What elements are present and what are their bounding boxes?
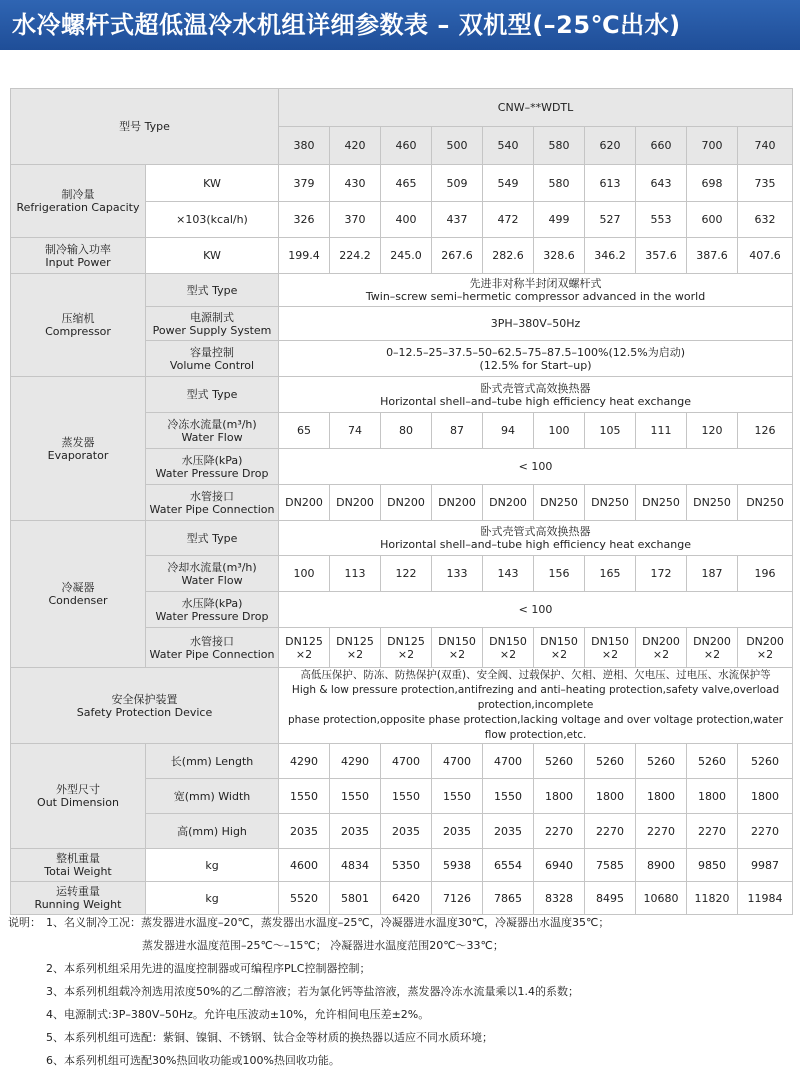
evaporator-pipe-cell: DN250 xyxy=(534,485,585,521)
condenser-pipe-count: ×2 xyxy=(397,647,415,661)
capacity-kw-cell: 613 xyxy=(585,165,636,202)
safety-row xyxy=(11,668,793,744)
evaporator-pipe-cn: 水管接口 xyxy=(190,489,234,503)
condenser-pipe-cell xyxy=(279,628,330,668)
capacity-label-en: Refrigeration Capacity xyxy=(16,201,140,214)
condenser-drop-en: Water Pressure Drop xyxy=(155,609,269,623)
condenser-flow-cell: 122 xyxy=(381,556,432,592)
evaporator-pipe-cell: DN250 xyxy=(738,485,793,521)
width-cell: 1800 xyxy=(636,779,687,814)
running-weight-cell: 11984 xyxy=(738,882,793,915)
capacity-kcal-cell: 632 xyxy=(738,202,793,238)
capacity-kw-cell: 379 xyxy=(279,165,330,202)
capacity-kcal-cell: 437 xyxy=(432,202,483,238)
note-1b: 蒸发器进水温度范围–25℃～–15℃； 冷凝器进水温度范围20℃～33℃； xyxy=(142,939,504,952)
evaporator-flow-cn: 冷冻水流量(m³/h) xyxy=(167,417,257,431)
evaporator-pipe-cell: DN200 xyxy=(330,485,381,521)
condenser-pipe-cell xyxy=(381,628,432,668)
condenser-pipe-cell xyxy=(483,628,534,668)
height-cell: 2035 xyxy=(381,814,432,849)
length-label: 长(mm) Length xyxy=(146,744,279,779)
condenser-pipe-cell xyxy=(432,628,483,668)
condenser-type-en: Horizontal shell–and–tube high efficiency heat exchange xyxy=(380,538,691,551)
running-weight-cell: 7126 xyxy=(432,882,483,915)
condenser-flow-cell: 187 xyxy=(687,556,738,592)
notes-prefix: 说明： xyxy=(8,916,41,929)
width-cell: 1800 xyxy=(687,779,738,814)
condenser-flow-cell: 165 xyxy=(585,556,636,592)
evaporator-type-en: Horizontal shell–and–tube high efficiency heat exchange xyxy=(380,394,691,408)
series-header: CNW–**WDTL xyxy=(279,89,793,127)
evaporator-pipe-label xyxy=(146,485,279,521)
input-power-cell: 224.2 xyxy=(330,238,381,274)
width-cell: 1550 xyxy=(381,779,432,814)
compressor-type-label: 型式 Type xyxy=(146,274,279,307)
input-power-cell: 245.0 xyxy=(381,238,432,274)
condenser-drop-cn: 水压降(kPa) xyxy=(181,596,243,610)
condenser-flow-cn: 冷却水流量(m³/h) xyxy=(167,560,257,574)
compressor-type-value xyxy=(279,274,793,307)
total-weight-cell: 4834 xyxy=(330,849,381,882)
capacity-kw-unit: KW xyxy=(146,165,279,202)
condenser-pipe-size: DN125 xyxy=(336,634,374,648)
evaporator-flow-cell: 100 xyxy=(534,413,585,449)
evaporator-pipe-cell: DN250 xyxy=(636,485,687,521)
input-power-cell: 387.6 xyxy=(687,238,738,274)
condenser-drop-value: < 100 xyxy=(279,592,793,628)
capacity-kcal-cell: 370 xyxy=(330,202,381,238)
input-power-cn: 制冷输入功率 xyxy=(45,242,111,256)
condenser-flow-en: Water Flow xyxy=(181,573,243,587)
running-weight-cell: 7865 xyxy=(483,882,534,915)
volume-control-line1: 0–12.5–25–37.5–50–62.5–75–87.5–100%(12.5%为启动) xyxy=(386,345,685,359)
width-cell: 1550 xyxy=(279,779,330,814)
capacity-kw-cell: 509 xyxy=(432,165,483,202)
evaporator-drop-value: < 100 xyxy=(279,449,793,485)
running-weight-cell: 8328 xyxy=(534,882,585,915)
condenser-cn: 冷凝器 xyxy=(61,581,95,594)
condenser-label xyxy=(11,521,146,668)
note-4: 4、电源制式:3P–380V–50Hz。允许电压波动±10%，允许相间电压差±2%。 xyxy=(46,1008,430,1021)
condenser-flow-cell: 133 xyxy=(432,556,483,592)
evaporator-type-label: 型式 Type xyxy=(146,377,279,413)
total-weight-cell: 4600 xyxy=(279,849,330,882)
total-weight-cell: 6940 xyxy=(534,849,585,882)
width-cell: 1550 xyxy=(483,779,534,814)
width-cell: 1550 xyxy=(432,779,483,814)
type-header: 型号 Type xyxy=(11,89,279,165)
condenser-flow-cell: 100 xyxy=(279,556,330,592)
condenser-type-cn: 卧式壳管式高效换热器 xyxy=(480,525,591,538)
evaporator-drop-label xyxy=(146,449,279,485)
input-power-unit: KW xyxy=(146,238,279,274)
condenser-pipe-cell xyxy=(585,628,636,668)
volume-control-label xyxy=(146,341,279,377)
total-weight-row xyxy=(11,849,793,882)
input-power-cell: 267.6 xyxy=(432,238,483,274)
length-cell: 4700 xyxy=(483,744,534,779)
note-3: 3、本系列机组载冷剂选用浓度50%的乙二醇溶液；若为氯化钙等盐溶液，蒸发器冷冻水流量乘以1.4的系数； xyxy=(46,985,579,998)
evaporator-flow-cell: 65 xyxy=(279,413,330,449)
model-cell: 660 xyxy=(636,127,687,165)
safety-line3: phase protection,opposite phase protection,lacking voltage and over voltage protection,water flow protection,etc. xyxy=(287,714,784,741)
capacity-label-cn: 制冷量 xyxy=(61,188,95,201)
condenser-type-row xyxy=(11,521,793,556)
capacity-kcal-cell: 600 xyxy=(687,202,738,238)
evaporator-type-row xyxy=(11,377,793,413)
capacity-kcal-unit: ×103(kcal/h) xyxy=(146,202,279,238)
model-cell: 380 xyxy=(279,127,330,165)
volume-control-cn: 容量控制 xyxy=(190,345,234,359)
input-power-cell: 346.2 xyxy=(585,238,636,274)
safety-label xyxy=(11,668,279,744)
length-cell: 5260 xyxy=(687,744,738,779)
length-cell: 4290 xyxy=(330,744,381,779)
evaporator-flow-label xyxy=(146,413,279,449)
height-cell: 2035 xyxy=(432,814,483,849)
evaporator-drop-en: Water Pressure Drop xyxy=(155,466,269,480)
evaporator-flow-en: Water Flow xyxy=(181,430,243,444)
length-cell: 4290 xyxy=(279,744,330,779)
evaporator-drop-cn: 水压降(kPa) xyxy=(181,453,243,467)
compressor-type-cn: 先进非对称半封闭双螺杆式 xyxy=(469,277,602,290)
capacity-kw-cell: 430 xyxy=(330,165,381,202)
condenser-pipe-count: ×2 xyxy=(652,647,670,661)
height-cell: 2035 xyxy=(279,814,330,849)
model-cell: 740 xyxy=(738,127,793,165)
condenser-pipe-label xyxy=(146,628,279,668)
condenser-flow-cell: 196 xyxy=(738,556,793,592)
model-cell: 620 xyxy=(585,127,636,165)
running-weight-cell: 10680 xyxy=(636,882,687,915)
capacity-kcal-cell: 400 xyxy=(381,202,432,238)
height-label: 高(mm) High xyxy=(146,814,279,849)
height-cell: 2270 xyxy=(738,814,793,849)
condenser-pipe-count: ×2 xyxy=(499,647,517,661)
running-weight-unit: kg xyxy=(146,882,279,915)
length-cell: 5260 xyxy=(636,744,687,779)
input-power-cell: 199.4 xyxy=(279,238,330,274)
total-weight-cell: 7585 xyxy=(585,849,636,882)
capacity-kcal-cell: 326 xyxy=(279,202,330,238)
total-weight-cell: 5938 xyxy=(432,849,483,882)
running-weight-cell: 8495 xyxy=(585,882,636,915)
total-weight-cell: 6554 xyxy=(483,849,534,882)
total-weight-en: Totai Weight xyxy=(44,865,112,878)
condenser-pipe-size: DN200 xyxy=(746,634,784,648)
condenser-pipe-cn: 水管接口 xyxy=(190,634,234,648)
condenser-flow-cell: 156 xyxy=(534,556,585,592)
height-cell: 2035 xyxy=(330,814,381,849)
condenser-pipe-size: DN125 xyxy=(285,634,323,648)
capacity-label xyxy=(11,165,146,238)
length-cell: 5260 xyxy=(534,744,585,779)
condenser-type-value xyxy=(279,521,793,556)
volume-control-line2: (12.5% for Start–up) xyxy=(479,358,592,372)
condenser-pipe-size: DN125 xyxy=(387,634,425,648)
evaporator-flow-cell: 80 xyxy=(381,413,432,449)
model-cell: 540 xyxy=(483,127,534,165)
evaporator-flow-cell: 87 xyxy=(432,413,483,449)
volume-control-en: Volume Control xyxy=(169,358,255,372)
safety-en: Safety Protection Device xyxy=(76,705,213,719)
input-power-row xyxy=(11,238,793,274)
capacity-kw-cell: 643 xyxy=(636,165,687,202)
input-power-cell: 407.6 xyxy=(738,238,793,274)
evaporator-pipe-cell: DN200 xyxy=(279,485,330,521)
evaporator-en: Evaporator xyxy=(47,448,109,462)
running-weight-cell: 5801 xyxy=(330,882,381,915)
model-cell: 700 xyxy=(687,127,738,165)
length-row xyxy=(11,744,793,779)
condenser-drop-label xyxy=(146,592,279,628)
condenser-flow-cell: 172 xyxy=(636,556,687,592)
height-cell: 2270 xyxy=(687,814,738,849)
condenser-pipe-cell xyxy=(687,628,738,668)
evaporator-flow-cell: 120 xyxy=(687,413,738,449)
total-weight-cell: 9850 xyxy=(687,849,738,882)
total-weight-cn: 整机重量 xyxy=(56,852,100,865)
length-cell: 4700 xyxy=(381,744,432,779)
total-weight-cell: 9987 xyxy=(738,849,793,882)
condenser-pipe-cell xyxy=(534,628,585,668)
condenser-pipe-cell xyxy=(636,628,687,668)
model-cell: 580 xyxy=(534,127,585,165)
condenser-pipe-count: ×2 xyxy=(601,647,619,661)
header-row xyxy=(11,89,793,127)
capacity-kw-cell: 580 xyxy=(534,165,585,202)
evaporator-label xyxy=(11,377,146,521)
capacity-kw-cell: 735 xyxy=(738,165,793,202)
running-weight-en: Running Weight xyxy=(34,898,122,911)
capacity-kcal-cell: 499 xyxy=(534,202,585,238)
safety-line1: 高低压保护、防冻、防热保护(双重)、安全阀、过载保护、欠相、逆相、欠电压、过电压、水流保护等 xyxy=(300,669,771,681)
width-cell: 1800 xyxy=(585,779,636,814)
model-cell: 420 xyxy=(330,127,381,165)
evaporator-pipe-en: Water Pipe Connection xyxy=(149,502,275,516)
condenser-pipe-size: DN150 xyxy=(540,634,578,648)
model-cell: 460 xyxy=(381,127,432,165)
width-cell: 1800 xyxy=(534,779,585,814)
capacity-kw-cell: 465 xyxy=(381,165,432,202)
height-cell: 2270 xyxy=(534,814,585,849)
condenser-type-label: 型式 Type xyxy=(146,521,279,556)
height-cell: 2270 xyxy=(585,814,636,849)
model-cell: 500 xyxy=(432,127,483,165)
note-6: 6、本系列机组可选配30%热回收功能或100%热回收功能。 xyxy=(46,1054,340,1067)
input-power-label xyxy=(11,238,146,274)
width-cell: 1800 xyxy=(738,779,793,814)
evaporator-flow-cell: 105 xyxy=(585,413,636,449)
safety-cn: 安全保护装置 xyxy=(111,692,178,706)
compressor-type-row xyxy=(11,274,793,307)
evaporator-flow-cell: 111 xyxy=(636,413,687,449)
compressor-en: Compressor xyxy=(45,325,111,338)
condenser-flow-cell: 143 xyxy=(483,556,534,592)
note-2: 2、本系列机组采用先进的温度控制器或可编程序PLC控制器控制； xyxy=(46,962,371,975)
input-power-en: Input Power xyxy=(45,255,111,269)
dimension-label xyxy=(11,744,146,849)
capacity-kcal-cell: 472 xyxy=(483,202,534,238)
height-cell: 2035 xyxy=(483,814,534,849)
evaporator-flow-cell: 74 xyxy=(330,413,381,449)
total-weight-unit: kg xyxy=(146,849,279,882)
height-cell: 2270 xyxy=(636,814,687,849)
length-cell: 5260 xyxy=(738,744,793,779)
condenser-pipe-count: ×2 xyxy=(550,647,568,661)
capacity-kw-cell: 549 xyxy=(483,165,534,202)
condenser-pipe-cell xyxy=(738,628,793,668)
condenser-pipe-size: DN200 xyxy=(693,634,731,648)
condenser-en: Condenser xyxy=(48,594,108,607)
width-label: 宽(mm) Width xyxy=(146,779,279,814)
input-power-cell: 282.6 xyxy=(483,238,534,274)
condenser-pipe-count: ×2 xyxy=(756,647,774,661)
dimension-cn: 外型尺寸 xyxy=(56,783,100,796)
power-supply-value: 3PH–380V–50Hz xyxy=(279,307,793,341)
running-weight-cell: 6420 xyxy=(381,882,432,915)
dimension-en: Out Dimension xyxy=(37,796,119,809)
length-cell: 5260 xyxy=(585,744,636,779)
evaporator-type-value xyxy=(279,377,793,413)
condenser-pipe-size: DN200 xyxy=(642,634,680,648)
evaporator-cn: 蒸发器 xyxy=(61,435,95,449)
evaporator-type-cn: 卧式壳管式高效换热器 xyxy=(480,381,591,395)
power-supply-en: Power Supply System xyxy=(152,323,272,337)
compressor-cn: 压缩机 xyxy=(61,312,95,325)
condenser-pipe-count: ×2 xyxy=(346,647,364,661)
note-1: 1、名义制冷工况：蒸发器进水温度–20℃，蒸发器出水温度–25℃，冷凝器进水温度30℃，冷凝器出水温度35℃； xyxy=(46,916,610,929)
spec-table xyxy=(10,88,793,915)
compressor-label xyxy=(11,274,146,377)
evaporator-pipe-cell: DN200 xyxy=(381,485,432,521)
capacity-kw-cell: 698 xyxy=(687,165,738,202)
power-supply-label xyxy=(146,307,279,341)
power-supply-cn: 电源制式 xyxy=(190,310,234,324)
condenser-flow-cell: 113 xyxy=(330,556,381,592)
condenser-pipe-count: ×2 xyxy=(703,647,721,661)
condenser-pipe-size: DN150 xyxy=(591,634,629,648)
capacity-kcal-cell: 527 xyxy=(585,202,636,238)
safety-value xyxy=(279,668,793,744)
condenser-flow-label xyxy=(146,556,279,592)
total-weight-cell: 5350 xyxy=(381,849,432,882)
condenser-pipe-count: ×2 xyxy=(448,647,466,661)
capacity-kw-row xyxy=(11,165,793,202)
condenser-pipe-count: ×2 xyxy=(295,647,313,661)
capacity-kcal-cell: 553 xyxy=(636,202,687,238)
running-weight-label xyxy=(11,882,146,915)
compressor-type-en: Twin–screw semi–hermetic compressor advanced in the world xyxy=(365,290,706,303)
running-weight-cell: 11820 xyxy=(687,882,738,915)
condenser-pipe-cell xyxy=(330,628,381,668)
condenser-pipe-size: DN150 xyxy=(489,634,527,648)
total-weight-cell: 8900 xyxy=(636,849,687,882)
condenser-pipe-en: Water Pipe Connection xyxy=(149,647,275,661)
volume-control-value xyxy=(279,341,793,377)
evaporator-flow-cell: 126 xyxy=(738,413,793,449)
evaporator-flow-cell: 94 xyxy=(483,413,534,449)
evaporator-pipe-cell: DN250 xyxy=(687,485,738,521)
note-5: 5、本系列机组可选配：紫铜、镍铜、不锈钢、钛合金等材质的换热器以适应不同水质环境； xyxy=(46,1031,493,1044)
page-title: 水冷螺杆式超低温冷水机组详细参数表 – 双机型(–25℃出水) xyxy=(0,0,800,50)
length-cell: 4700 xyxy=(432,744,483,779)
safety-line2: High & low pressure protection,antifrezing and anti–heating protection,safety valve,overload protection,incomplete xyxy=(291,684,780,711)
evaporator-pipe-cell: DN200 xyxy=(483,485,534,521)
running-weight-cn: 运转重量 xyxy=(56,885,100,898)
evaporator-pipe-cell: DN250 xyxy=(585,485,636,521)
evaporator-pipe-cell: DN200 xyxy=(432,485,483,521)
running-weight-cell: 5520 xyxy=(279,882,330,915)
input-power-cell: 357.6 xyxy=(636,238,687,274)
running-weight-row xyxy=(11,882,793,915)
condenser-pipe-size: DN150 xyxy=(438,634,476,648)
input-power-cell: 328.6 xyxy=(534,238,585,274)
total-weight-label xyxy=(11,849,146,882)
width-cell: 1550 xyxy=(330,779,381,814)
